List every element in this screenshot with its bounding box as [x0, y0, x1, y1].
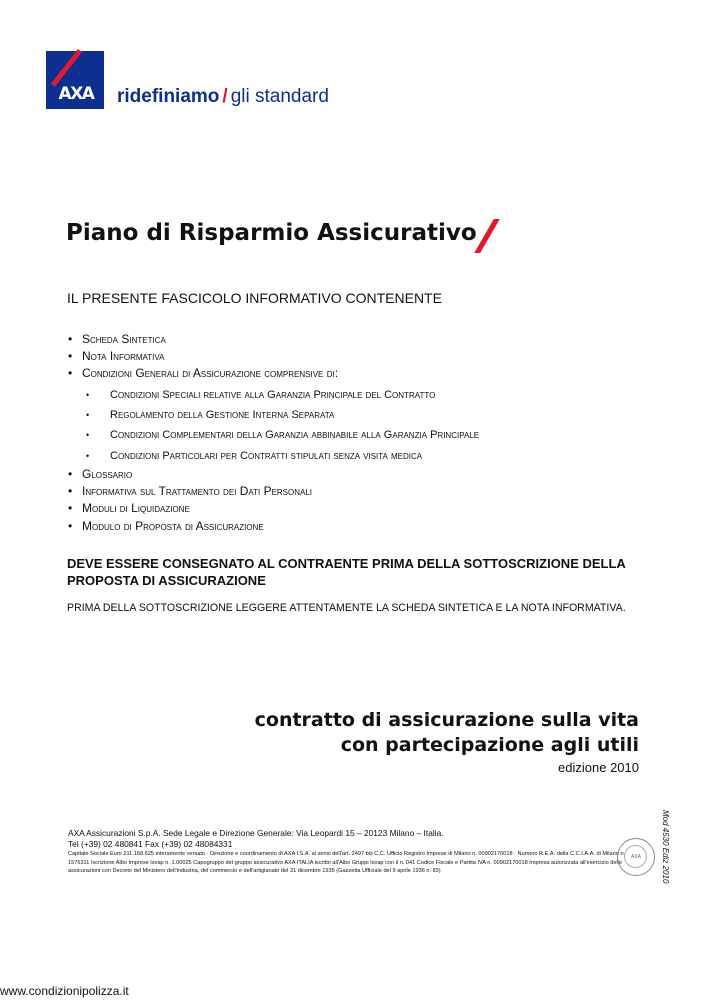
bullet-icon: • — [68, 349, 73, 364]
sub-list-item — [86, 405, 479, 425]
list-item-label: Moduli di Liquidazione — [82, 501, 190, 516]
bullet-icon: • — [86, 430, 90, 441]
stamp-seal-icon — [617, 838, 655, 876]
list-item — [68, 365, 338, 382]
contents-list — [68, 331, 338, 383]
sub-list-item — [86, 385, 479, 405]
sub-list-item — [86, 425, 479, 445]
intro-heading: IL PRESENTE FASCICOLO INFORMATIVO CONTENENTE — [67, 290, 442, 306]
bullet-icon: • — [86, 390, 90, 400]
bullet-icon: • — [86, 450, 90, 461]
legal-footer — [68, 828, 628, 876]
model-code: Mod 4530 Ediz 2010 — [661, 810, 670, 884]
product-line-2: con partecipazione agli utili — [340, 734, 639, 756]
logo-slash — [51, 49, 82, 87]
title-slash-decoration — [474, 219, 500, 253]
document-title: Piano di Risparmio Assicurativo — [66, 220, 477, 246]
bullet-icon: • — [68, 332, 73, 346]
sub-contents-list — [86, 385, 479, 466]
product-line-1: contratto di assicurazione sulla vita — [254, 709, 639, 731]
sub-list-item-label: Regolamento della Gestione Interna Separata — [110, 409, 335, 422]
list-item-label: Glossario — [82, 467, 133, 481]
list-item — [68, 500, 312, 517]
company-address: AXA Assicurazioni S.p.A. Sede Legale e Direzione Generale: Via Leopardi 15 – 20123 Milano – Italia. — [68, 828, 444, 838]
bullet-icon: • — [68, 484, 73, 499]
tagline — [117, 86, 329, 108]
contents-list-continued — [68, 466, 312, 535]
sub-list-item-label: Condizioni Speciali relative alla Garanzia Principale del Contratto — [110, 389, 436, 401]
list-item-label: Nota Informativa — [82, 349, 165, 364]
company-phone: Tel (+39) 02 480841 Fax (+39) 02 48084331 — [68, 839, 233, 849]
list-item-label: Condizioni Generali di Assicurazione comprensive di: — [82, 366, 339, 381]
list-item-label: Informativa sul Trattamento dei Dati Personali — [82, 484, 313, 499]
bullet-icon: • — [68, 501, 73, 516]
sub-list-item — [86, 446, 479, 466]
axa-logo — [46, 51, 104, 109]
tagline-separator: / — [222, 86, 228, 107]
delivery-notice: DEVE ESSERE CONSEGNATO AL CONTRAENTE PRIMA DELLA SOTTOSCRIZIONE DELLA PROPOSTA DI ASSICURAZIONE — [67, 556, 626, 588]
list-item — [68, 331, 338, 348]
edition-label: edizione 2010 — [558, 760, 639, 775]
legal-text: Capitale Sociale Euro 211.168.625 interamente versato · Direzione e coordinamento di AXA I.S.A. ai sensi dell'art. 2497 bis C.C. Ufficio Registro Imprese di Milano n. 00902170018 · Numero R.E.A. della C.C.I.A.A. di Milano n. 1576311 Iscrizione Albo Imprese Isvap n. 1.00025 Capogruppo del gruppo assicurativo AXA ITALIA iscritto all'Albo Gruppi Isvap con il n. 041 Codice Fiscale e Partita IVA n. 00902170018 Impresa autorizzata all'esercizio delle assicurazioni con Decreto del Ministero dell'industria, del commercio e dell'artigianato del 31 dicembre 1935 (Gazzetta Ufficiale del 9 aprile 1936 n. 83) — [68, 851, 626, 875]
sub-list-item-label: Condizioni Complementari della Garanzia abbinabile alla Garanzia Principale — [110, 429, 480, 442]
list-item-label: Scheda Sintetica — [82, 332, 166, 346]
logo-text: AXA — [58, 84, 94, 104]
sub-list-item-label: Condizioni Particolari per Contratti stipulati senza visita medica — [110, 449, 423, 462]
list-item — [68, 466, 312, 483]
bullet-icon: • — [86, 410, 90, 421]
bullet-icon: • — [68, 518, 73, 533]
bullet-icon: • — [68, 467, 73, 481]
tagline-rest: gli standard — [230, 86, 329, 107]
bullet-icon: • — [68, 366, 73, 381]
list-item — [68, 518, 312, 535]
list-item — [68, 348, 338, 365]
product-description — [255, 708, 639, 758]
tagline-bold: ridefiniamo — [117, 86, 220, 107]
reading-notice: PRIMA DELLA SOTTOSCRIZIONE LEGGERE ATTENTAMENTE LA SCHEDA SINTETICA E LA NOTA INFORMATIVA. — [67, 602, 626, 614]
list-item-label: Modulo di Proposta di Assicurazione — [82, 518, 264, 533]
list-item — [68, 483, 312, 500]
seal-mark: AXA — [630, 854, 641, 860]
website-link[interactable]: www.condizionipolizza.it — [0, 984, 129, 998]
